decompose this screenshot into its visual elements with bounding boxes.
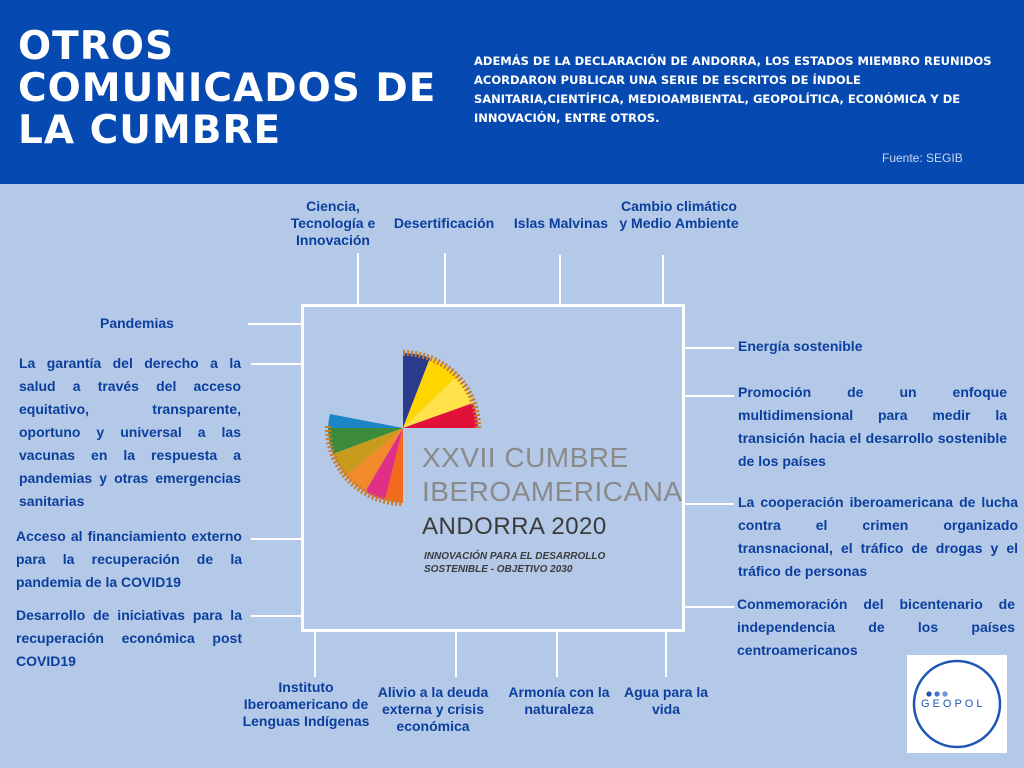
left-label-pandemias: Pandemias <box>100 315 174 331</box>
right-label-bicentenario: Conmemoración del bicentenario de independencia de los países centroamericanos <box>737 596 1015 658</box>
top-label-ciencia: Ciencia, Tecnología e Innovación <box>290 198 376 248</box>
page-subtitle: ADEMÁS DE LA DECLARACIÓN DE ANDORRA, LOS ESTADOS MIEMBRO REUNIDOS ACORDARON PUBLICAR UNA SERIE DE ESCRITOS DE ÍNDOLE SANITARIA,CIENTÍFICA, MEDIOAMBIENTAL, GEOPOLÍTICA, ECONÓMICA Y DE INNOVACIÓN, ENTRE OTROS. <box>474 54 992 125</box>
connector-bottom-4 <box>665 629 667 677</box>
connector-bottom-3 <box>556 629 558 677</box>
logo-tagline-2: SOSTENIBLE - OBJETIVO 2030 <box>424 564 573 575</box>
connector-top-3 <box>559 255 561 304</box>
left-label-vacunas: La garantía del derecho a la salud a través del acceso equitativo, transparente, oportuno y universal a las vacunas en la respuesta a pandemias y otras emergencias sanitarias <box>19 355 241 509</box>
logo-summit-title <box>422 441 683 509</box>
page-title: OTROS COMUNICADOS DE LA CUMBRE <box>18 24 437 153</box>
bottom-label-lenguas: Instituto Iberoamericano de Lenguas Indígenas <box>242 679 370 729</box>
logo-tagline-1: INNOVACIÓN PARA EL DESARROLLO <box>424 551 606 562</box>
geopol-logo <box>907 655 1007 753</box>
bottom-label-agua: Agua para la vida <box>623 684 709 717</box>
connector-right-1 <box>682 347 734 349</box>
logo-tagline <box>424 550 605 576</box>
connector-left-1 <box>248 323 301 325</box>
right-label-desarrollo-sostenible: Promoción de un enfoque multidimensional para medir la transición hacia el desarrollo sostenible de los países <box>738 384 1007 469</box>
bottom-label-deuda: Alivio a la deuda externa y crisis económica <box>377 684 489 734</box>
connector-right-2 <box>682 395 734 397</box>
geopol-wordmark: GEOPOL <box>921 698 986 710</box>
logo-line-iberoamericana: IBEROAMERICANA <box>422 476 683 507</box>
connector-right-4 <box>682 606 734 608</box>
connector-top-1 <box>357 253 359 304</box>
left-label-financiamiento: Acceso al financiamiento externo para la recuperación de la pandemia de la COVID19 <box>16 528 242 590</box>
connector-bottom-2 <box>455 629 457 677</box>
logo-line-andorra: ANDORRA 2020 <box>422 513 607 540</box>
connector-left-3 <box>251 538 301 540</box>
left-label-recuperacion: Desarrollo de iniciativas para la recuperación económica post COVID19 <box>16 607 242 669</box>
connector-left-2 <box>251 363 301 365</box>
connector-bottom-1 <box>314 629 316 677</box>
connector-left-4 <box>251 615 301 617</box>
source-note: Fuente: SEGIB <box>882 151 963 165</box>
bottom-label-naturaleza: Armonía con la naturaleza <box>508 684 610 717</box>
right-label-crimen-organizado: La cooperación iberoamericana de lucha contra el crimen organizado transnacional, el tráfico de drogas y el tráfico de personas <box>738 494 1018 579</box>
connector-top-4 <box>662 255 664 304</box>
top-label-desertificacion: Desertificación <box>393 215 495 231</box>
right-label-energia: Energía sostenible <box>738 338 863 354</box>
summit-logo-box <box>301 304 685 632</box>
top-label-malvinas: Islas Malvinas <box>513 215 609 231</box>
connector-right-3 <box>682 503 734 505</box>
top-label-cambio-climatico: Cambio climático y Medio Ambiente <box>619 198 739 231</box>
logo-line-cumbre: XXVII CUMBRE <box>422 442 629 473</box>
header-banner <box>0 0 1024 184</box>
connector-top-2 <box>444 253 446 304</box>
